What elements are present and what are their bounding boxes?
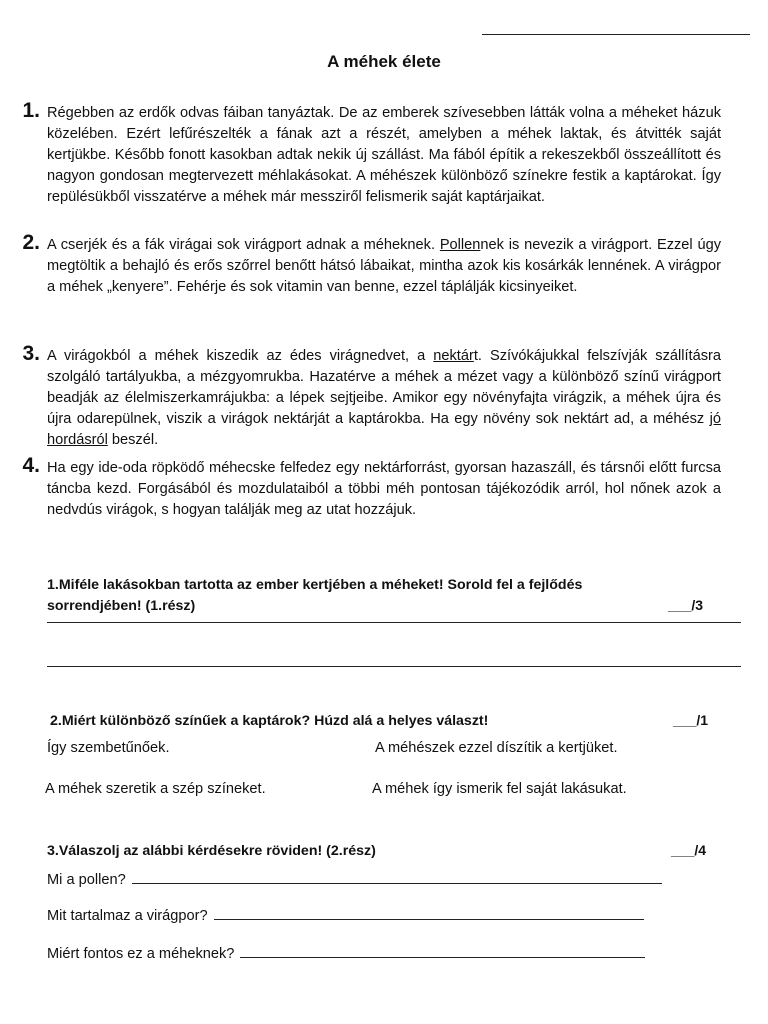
paragraph-4: Ha egy ide-oda röpködő méhecske felfedez egy nektárforrást, gyorsan hazaszáll, és társnői előtt furcsa táncba kezd. Forgásából és mozdulataiból a többi méh pontosan tájékozódik arról, hol nőnek azok a nedvdús virágok, s hogyan találják meg az utat hozzájuk. xyxy=(47,460,721,518)
question-3-answer-2[interactable] xyxy=(214,918,644,920)
jo-hordasrol-underlined: jó hordásról xyxy=(47,410,721,448)
paragraph-number-1: 1. xyxy=(22,99,40,122)
question-3-answer-3[interactable] xyxy=(240,956,645,958)
question-3-item-3 xyxy=(47,946,645,962)
question-3-item-2 xyxy=(47,908,644,924)
question-3-item-1-label: Mi a pollen? xyxy=(47,872,126,888)
paragraph-3-text-b: t. Szívókájukkal felszívják szállításra szolgáló tartályukba, a mézgyomrukba. Hazatérve a méhek a mézet vagy a különböző színű virágport beadják az élelmiszerkamrájukba: a lépek sejtjeibe. Amikor egy növényfajta virágzik, a méhek újra és újra odarepülnek, viszik a virágok nektárját a kaptárokba. Ha egy növény sok nektárt ad, a méhész xyxy=(47,348,721,427)
question-2-text: 2.Miért különböző színűek a kaptárok? Húzd alá a helyes választ! xyxy=(50,713,489,729)
nektar-underlined: nektár xyxy=(433,348,474,364)
paragraph-number-3: 3. xyxy=(22,342,40,365)
question-2-option-3[interactable]: A méhek szeretik a szép színeket. xyxy=(45,781,266,797)
question-2-option-2[interactable]: A méhészek ezzel díszítik a kertjüket. xyxy=(375,740,618,756)
paragraph-number-2: 2. xyxy=(22,231,40,254)
question-3-answer-1[interactable] xyxy=(132,882,662,884)
page-title: A méhek élete xyxy=(327,52,441,71)
question-2-option-1[interactable]: Így szembetűnőek. xyxy=(47,740,170,756)
question-1-line-1: 1.Miféle lakásokban tartotta az ember kertjében a méheket! Sorold fel a fejlődés xyxy=(47,577,583,593)
paragraph-1: Régebben az erdők odvas fáiban tanyáztak. De az emberek szívesebben látták volna a méheket házuk közelében. Ezért lefűrészelték a fának azt a részét, amelyben a méhek laktak, és átvitték saját kertjükbe. Később fonott kasokban adtak nekik új szállást. Ma fából építik a rekeszekből összeállított és nagyon gondosan megtervezett méhlakásokat. A méhészek különböző színekre festik a kaptárokat. Így repülésükből visszatérve a méhek már messziről felismerik saját kaptárjaikat. xyxy=(47,105,721,205)
paragraph-3-text-a: A virágokból a méhek kiszedik az édes virágnedvet, a xyxy=(47,348,434,364)
question-2-option-4[interactable]: A méhek így ismerik fel saját lakásukat. xyxy=(372,781,627,797)
paragraph-3 xyxy=(47,346,721,451)
paragraph-number-4: 4. xyxy=(22,454,40,477)
question-3-item-1 xyxy=(47,872,662,888)
question-3-score: ___/4 xyxy=(671,842,707,858)
pollen-underlined: Pollen xyxy=(439,237,481,253)
question-3-item-3-label: Miért fontos ez a méheknek? xyxy=(47,946,235,962)
paragraph-2 xyxy=(47,235,721,298)
name-answer-line[interactable] xyxy=(482,34,750,35)
answer-line-2[interactable] xyxy=(47,666,741,667)
question-2-score: ___/1 xyxy=(673,712,709,728)
question-3-text: 3.Válaszolj az alábbi kérdésekre röviden! (2.rész) xyxy=(47,843,376,859)
paragraph-2-text-a: A cserjék és a fák virágai sok virágport adnak a méheknek. xyxy=(47,237,440,253)
question-3-item-2-label: Mit tartalmaz a virágpor? xyxy=(47,908,208,924)
paragraph-2-text-b: nek is nevezik a virágport. Ezzel úgy megtöltik a behajló és erős szőrrel benőtt hátsó lábaikat, mintha azok kis kosárkák lennének. A virágpor a méhek „kenyere”. Fehérje és sok vitamin van benne, ezzel táplálják kicsinyeiket. xyxy=(47,237,721,295)
question-1-line-2: sorrendjében! (1.rész) xyxy=(47,598,196,614)
paragraph-3-text-c: beszél. xyxy=(107,431,159,448)
answer-line-1[interactable] xyxy=(47,622,741,623)
question-1-score: ___/3 xyxy=(668,597,704,613)
